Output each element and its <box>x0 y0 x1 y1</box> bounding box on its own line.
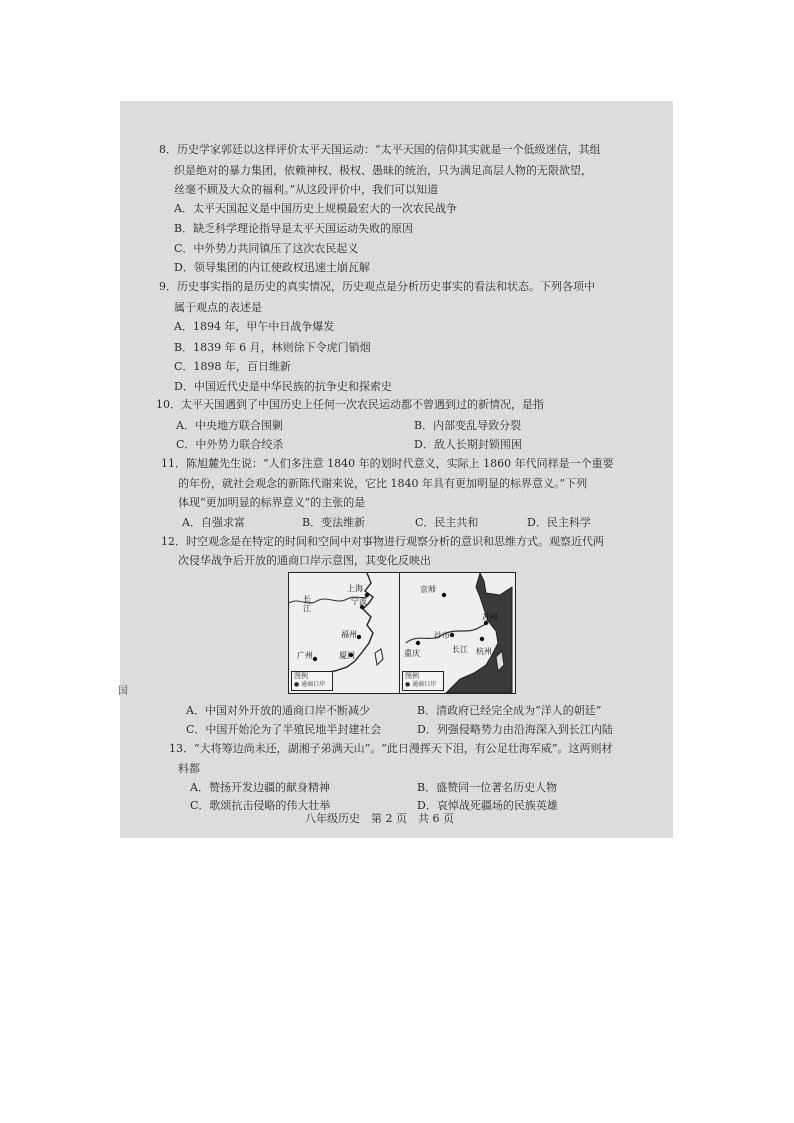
q12-option-d: D．列强侵略势力由沿海深入到长江内陆 <box>417 723 613 736</box>
q13-stem-line-1: 13．“大将筹边尚未还，湖湘子弟满天山”。“此日漫挥天下泪，有公足壮海军威”。这两则材 <box>169 742 613 755</box>
q13-option-d: D．哀悼战死疆场的民族英雄 <box>417 799 558 812</box>
q9-option-c: C．1898 年，百日维新 <box>174 360 291 373</box>
q13-option-a: A．赞扬开发边疆的献身精神 <box>190 781 330 794</box>
q10-option-b: B．内部变乱导致分裂 <box>414 419 522 432</box>
q10-stem: 10．太平天国遇到了中国历史上任何一次农民运动都不曾遇到过的新情况，是指 <box>156 398 544 411</box>
q11-option-b: B．变法维新 <box>302 516 366 529</box>
page-footer: 八年级历史 第 2 页 共 6 页 <box>305 812 454 825</box>
map2-legend-title: 图例 <box>405 672 419 680</box>
q13-option-c: C．歌颂抗击侵略的伟大壮举 <box>190 799 331 812</box>
map2-legend-item: ● 通商口岸 <box>405 681 437 688</box>
map2-label-chongqing: 重庆 <box>404 649 420 658</box>
map2-label-suzhou: 苏州 <box>482 613 498 622</box>
q11-option-a: A．自强求富 <box>182 516 245 529</box>
q8-option-a: A．太平天国起义是中国历史上规模最宏大的一次农民战争 <box>174 202 457 215</box>
q12-option-a: A．中国对外开放的通商口岸不断减少 <box>186 704 370 717</box>
map1-label-ningbo: 宁波 <box>351 597 367 606</box>
q9-option-a: A．1894 年，甲午中日战争爆发 <box>174 320 335 333</box>
q13-stem-line-2: 料都 <box>178 762 200 775</box>
map1-label-fuzhou: 福州 <box>341 630 357 639</box>
q11-stem-line-3: 体现“更加明显的标界意义”的主张的是 <box>178 496 366 509</box>
map1-legend-item: ● 通商口岸 <box>294 681 326 688</box>
treaty-ports-map-2 <box>399 572 516 694</box>
map2-label-changjiang: 长江 <box>452 645 468 654</box>
q12-option-b: B．清政府已经完全成为“洋人的朝廷” <box>417 704 602 717</box>
q10-option-c: C．中外势力联合绞杀 <box>176 438 284 451</box>
q9-stem-line-1: 9．历史事实指的是历史的真实情况，历史观点是分析历史事实的看法和状态。下列各项中 <box>159 280 595 293</box>
map1-label-changjiang: 长江 <box>303 595 311 613</box>
q11-stem-line-1: 11．陈旭麓先生说：“人们多注意 1840 年的划时代意义，实际上 1860 年代同样是一个重要 <box>161 457 614 470</box>
map1-legend-title: 图例 <box>294 672 308 680</box>
map2-legend <box>402 671 444 691</box>
q11-option-d: D．民主科学 <box>527 516 591 529</box>
q8-stem-line-2: 织是绝对的暴力集团，依赖神权、极权、愚昧的统治，只为满足高层人物的无限欲望， <box>174 164 592 177</box>
map1-label-xiamen: 厦门 <box>339 651 355 660</box>
q8-option-d: D．领导集团的内讧使政权迅速土崩瓦解 <box>174 261 370 274</box>
map1-label-shanghai: 上海 <box>347 584 363 593</box>
map2-label-jingshi: 京师 <box>420 585 436 594</box>
map2-label-hangzhou: 杭州 <box>476 647 492 656</box>
q13-option-b: B．盛赞同一位著名历史人物 <box>417 781 558 794</box>
q8-option-c: C．中外势力共同镇压了这次农民起义 <box>174 242 359 255</box>
map1-label-guangzhou: 广州 <box>297 651 313 660</box>
q12-stem-line-1: 12．时空观念是在特定的时间和空间中对事物进行观察分析的意识和思维方式。观察近代两 <box>161 535 604 548</box>
q10-option-a: A．中央地方联合围剿 <box>176 419 283 432</box>
q12-option-c: C．中国开始沦为了半殖民地半封建社会 <box>186 723 382 736</box>
q11-stem-line-2: 的年份，就社会观念的新陈代谢来说，它比 1840 年具有更加明显的标界意义。”下列 <box>178 477 588 490</box>
map1-legend <box>291 671 333 691</box>
q9-option-b: B．1839 年 6 月，林则徐下令虎门销烟 <box>174 341 371 354</box>
q9-stem-line-2: 属于观点的表述是 <box>174 301 262 314</box>
q8-stem-line-1: 8．历史学家郭廷以这样评价太平天国运动：“太平天国的信仰其实就是一个低级迷信，其组 <box>159 143 601 156</box>
q8-option-b: B．缺乏科学理论指导是太平天国运动失败的原因 <box>174 222 414 235</box>
q9-option-d: D．中国近代史是中华民族的抗争史和探索史 <box>174 380 392 393</box>
q12-stem-line-2: 次侵华战争后开放的通商口岸示意图，其变化反映出 <box>178 554 431 567</box>
q11-option-c: C．民主共和 <box>415 516 479 529</box>
treaty-ports-map-1 <box>288 572 405 694</box>
map2-label-shashi: 沙市 <box>434 631 450 640</box>
q10-option-d: D．敌人长期封锁围困 <box>414 438 522 451</box>
edge-mark: 国 <box>118 686 128 697</box>
q8-stem-line-3: 丝毫不顾及大众的福利。”从这段评价中，我们可以知道 <box>174 183 439 196</box>
exam-page <box>120 101 673 838</box>
